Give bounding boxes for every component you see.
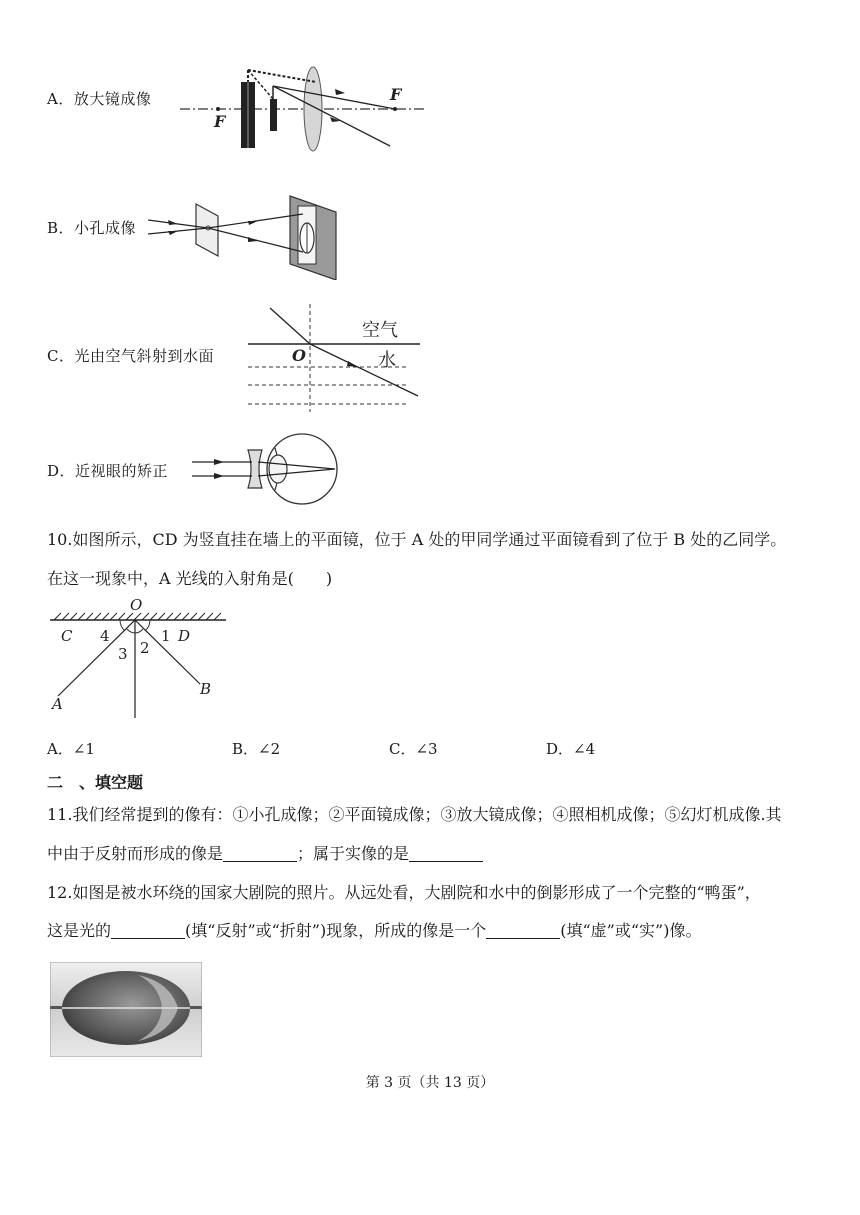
q11-line-2 [47, 838, 483, 869]
q10-line-2: 在这一现象中，A 光线的入射角是( ) [47, 569, 333, 588]
mirror-figure [48, 596, 228, 720]
q11-blank-1[interactable] [223, 845, 297, 862]
point-a-label: A [52, 695, 63, 713]
option-d-label: D．近视眼的矫正 [47, 462, 169, 480]
q12-text-c: (填“虚”或“实”)像。 [560, 921, 702, 940]
myopia-figure [192, 432, 344, 510]
q10-line-1: 10.如图所示，CD 为竖直挂在墙上的平面镜，位于 A 处的甲同学通过平面镜看到了位于 B 处的乙同学。 [47, 530, 787, 549]
q12-text-b: (填“反射”或“折射”)现象，所成的像是一个 [185, 921, 487, 940]
section-2-title: 二 、填空题 [47, 773, 144, 792]
q12-text-a: 这是光的 [47, 921, 112, 940]
focus-label-right: F [390, 85, 402, 104]
mirror-end-c-label: C [61, 627, 73, 645]
angle-1-label: 1 [161, 627, 171, 645]
q12-line-1: 12.如图是被水环绕的国家大剧院的照片。从远处看，大剧院和水中的倒影形成了一个完整的“鸭蛋”， [47, 883, 761, 902]
option-c-label: C．光由空气斜射到水面 [47, 347, 214, 365]
water-label: 水 [378, 350, 396, 371]
magnifier-figure [180, 64, 425, 152]
q11-text-b: ；属于实像的是 [297, 844, 410, 863]
point-b-label: B [200, 680, 212, 698]
q12-blank-1[interactable] [111, 922, 185, 939]
option-a-label: A．放大镜成像 [47, 90, 152, 108]
air-label: 空气 [362, 320, 398, 341]
q12-line-2 [47, 915, 701, 946]
q11-text-a: 中由于反射而形成的像是 [47, 844, 224, 863]
angle-4-label: 4 [100, 627, 110, 645]
q12-blank-2[interactable] [486, 922, 560, 939]
q10-choice-a[interactable]: A．∠1 [47, 740, 95, 758]
angle-3-label: 3 [118, 645, 128, 663]
focus-label-left: F [214, 112, 226, 131]
mirror-end-d-label: D [178, 627, 191, 645]
angle-2-label: 2 [140, 639, 150, 657]
page-footer: 第 3 页（共 13 页） [365, 1075, 495, 1091]
q10-choice-b[interactable]: B．∠2 [232, 740, 281, 758]
q10-choice-d[interactable]: D．∠4 [546, 740, 596, 758]
point-o-label: O [292, 346, 306, 365]
mirror-point-o-label: O [130, 596, 143, 614]
q11-blank-2[interactable] [409, 845, 483, 862]
q10-choice-c[interactable]: C．∠3 [389, 740, 438, 758]
refraction-figure [248, 304, 420, 412]
option-b-label: B．小孔成像 [47, 219, 137, 237]
q11-line-1: 11.我们经常提到的像有：①小孔成像；②平面镜成像；③放大镜成像；④照相机成像；⑤幻灯机成像.其 [47, 805, 782, 824]
theater-photo [50, 962, 202, 1057]
pinhole-figure [148, 190, 340, 280]
